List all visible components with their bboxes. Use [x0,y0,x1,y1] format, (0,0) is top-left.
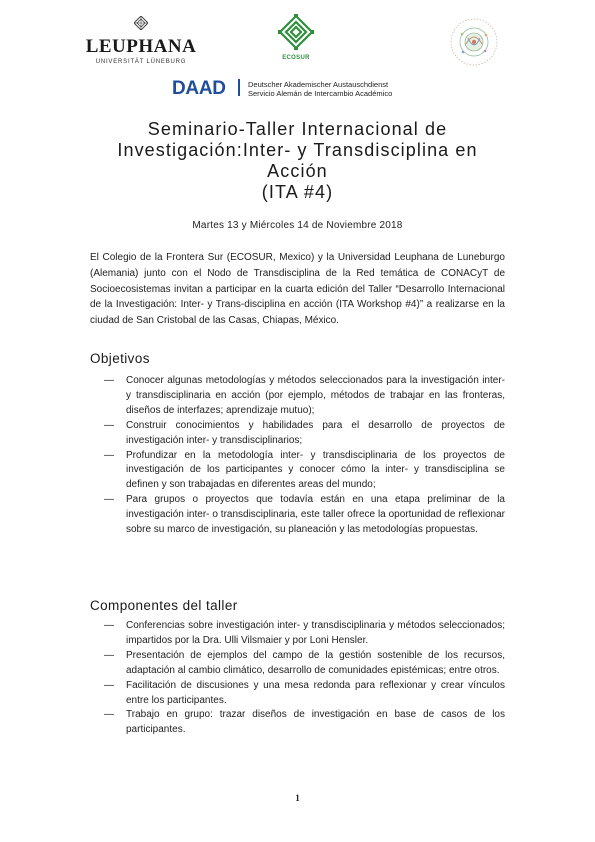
document-title [60,119,535,203]
list-item [104,493,505,538]
daad-wordmark: DAAD [172,78,226,99]
title-line: (ITA #4) [261,182,334,202]
bullet-dash: — [104,679,114,691]
list-item [104,449,505,494]
list-item-text: Conocer algunas metodologías y métodos seleccionados para la investigación inter- y transdisciplinaria en acción (por ejemplo, métodos de trabajar en las fronteras, diseños de interfazes; aprendizaje mutuo); [126,375,505,416]
bullet-dash: — [104,709,114,721]
list-item-text: Presentación de ejemplos del campo de la gestión sostenible de los recursos, adaptación al cambio climático, desarrollo de comunidades epistémicas; entre otros. [126,649,505,676]
ecosur-logo [276,14,316,66]
leuphana-wordmark: LEUPHANA [85,36,197,57]
daad-spanish-line: Servicio Alemán de Intercambio Académico [248,89,393,98]
list-item-text: Trabajo en grupo: trazar diseños de investigación en base de casos de los participantes. [126,709,505,736]
componentes-list [104,619,505,738]
title-line: Investigación:Inter- y Transdisciplina en [117,140,478,160]
bullet-dash: — [104,449,114,461]
bullet-dash: — [104,375,114,386]
event-date: Martes 13 y Miércoles 14 de Noviembre 2018 [192,220,403,231]
componentes-heading: Componentes del taller [90,598,238,613]
bullet-dash: — [104,620,114,631]
bullet-dash: — [104,419,114,431]
list-item [104,708,505,738]
daad-divider [238,79,240,96]
page-number: 1 [295,793,300,803]
network-circle-logo [448,16,500,68]
leuphana-emblem-icon [134,16,148,30]
list-item [104,679,505,709]
leuphana-logo [82,16,200,78]
ecosur-emblem-icon [278,14,314,54]
list-item [104,374,505,419]
list-item-text: Construir conocimientos y habilidades para el desarrollo de proyectos de investigación inter- y transdisciplinarios; [126,419,505,446]
list-item [104,649,505,679]
bullet-dash: — [104,649,114,661]
list-item-text: Facilitación de discusiones y una mesa redonda para reflexionar y crear vínculos entre los participantes. [126,679,505,706]
objetivos-heading: Objetivos [90,351,150,366]
list-item-text: Conferencias sobre investigación inter- y transdisciplinaria y métodos seleccionados; impartidos por la Dra. Ulli Vilsmaier y por Loni Hensler. [126,620,505,646]
list-item [104,419,505,449]
title-line: Acción [267,161,328,181]
bullet-dash: — [104,494,114,506]
list-item-text: Para grupos o proyectos que todavía están en una etapa preliminar de la investigación inter- o transdisciplinaria, este taller ofrece la oportunidad de reflexionar sobre su marco de investigación, su planeación y las metodologías propuestas. [126,494,505,536]
title-line: Seminario-Taller Internacional de [147,119,448,139]
ecosur-wordmark: ECOSUR [282,55,310,61]
leuphana-subtitle: UNIVERSITÄT LÜNEBURG [95,59,187,65]
daad-german-line: Deutscher Akademischer Austauschdienst [248,80,389,89]
list-item [104,619,505,649]
daad-logo [172,78,422,98]
list-item-text: Profundizar en la metodología inter- y transdisciplinaria de los proyectos de investigación de los participantes y conocer cómo la inter- y transdisciplina se definen y son trabajadas en diferentes areas del mundo; [126,449,505,491]
intro-paragraph: El Colegio de la Frontera Sur (ECOSUR, Mexico) y la Universidad Leuphana de Luneburgo (Alemania) junto con el Nodo de Transdisciplina de la Red temática de CONACyT de Socioecosistemas invitan a participar en la cuarta edición del Taller “Desarrollo Internacional de la Investigación: Inter- y Trans-disciplina en acción (ITA Workshop #4)” a realizarse en la ciudad de San Cristobal de las Casas, Chiapas, México. [90,252,505,327]
objetivos-list [104,374,505,538]
